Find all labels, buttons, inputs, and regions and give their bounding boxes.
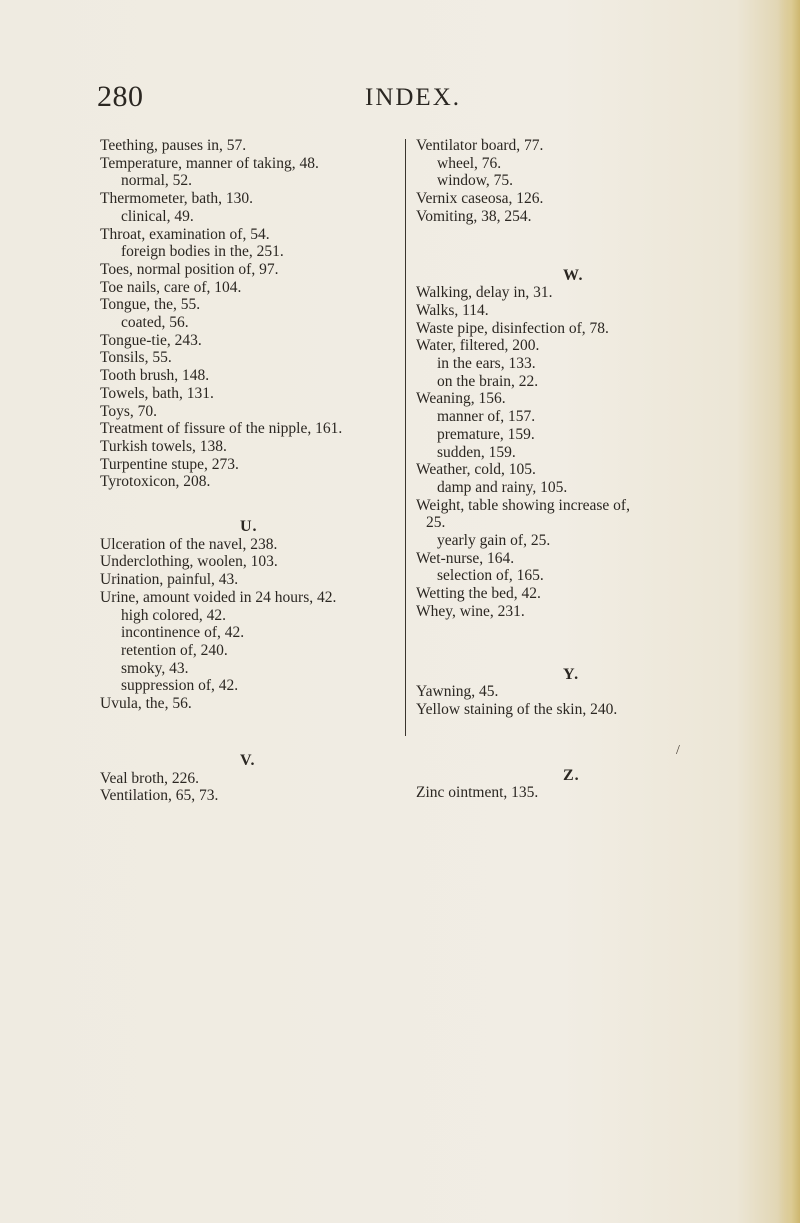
- index-entry: Weaning, 156.: [416, 390, 506, 408]
- index-subentry: 25.: [426, 514, 446, 532]
- index-subentry: wheel, 76.: [437, 154, 502, 172]
- index-entry: Towels, bath, 131.: [100, 384, 214, 402]
- index-entry: Toe nails, care of, 104.: [100, 278, 242, 296]
- index-entry: Teething, pauses in, 57.: [100, 137, 247, 154]
- index-entry: Yellow staining of the skin, 240.: [416, 700, 618, 718]
- index-entry: Walks, 114.: [416, 301, 489, 319]
- index-entry: Treatment of fissure of the nipple, 161.: [100, 420, 343, 438]
- index-section-v: [100, 770, 400, 805]
- index-entry: Tongue-tie, 243.: [100, 331, 202, 349]
- page-header: [0, 80, 800, 120]
- index-entry: Waste pipe, disinfection of, 78.: [416, 319, 609, 337]
- index-subentry: in the ears, 133.: [437, 355, 536, 373]
- index-subentry: yearly gain of, 25.: [437, 532, 551, 550]
- index-subentry: damp and rainy, 105.: [437, 478, 568, 496]
- index-subentry: high colored, 42.: [121, 606, 227, 624]
- running-head: INDEX.: [365, 84, 462, 111]
- index-subentry: clinical, 49.: [121, 207, 194, 225]
- index-subentry: smoky, 43.: [121, 659, 189, 677]
- index-subentry: window, 75.: [437, 172, 514, 190]
- index-subentry: manner of, 157.: [437, 408, 536, 426]
- index-entry: Temperature, manner of taking, 48.: [100, 154, 319, 172]
- column-divider: [405, 139, 406, 736]
- index-entry: Water, filtered, 200.: [416, 337, 540, 355]
- index-entry: Vernix caseosa, 126.: [416, 190, 544, 208]
- index-entry: Urination, painful, 43.: [100, 571, 239, 589]
- index-entry: Throat, examination of, 54.: [100, 225, 270, 243]
- index-entry: Underclothing, woolen, 103.: [100, 553, 278, 571]
- index-entry: Wet-nurse, 164.: [416, 549, 515, 567]
- page-number: 280: [97, 80, 144, 113]
- index-entry: Urine, amount voided in 24 hours, 42.: [100, 588, 337, 606]
- index-entry: Zinc ointment, 135.: [416, 784, 539, 802]
- index-entry: Wetting the bed, 42.: [416, 585, 541, 603]
- index-subentry: premature, 159.: [437, 425, 535, 443]
- index-subentry: incontinence of, 42.: [121, 624, 245, 642]
- index-entry: Tongue, the, 55.: [100, 296, 201, 314]
- index-subentry: foreign bodies in the, 251.: [121, 243, 284, 261]
- index-entry: Veal broth, 226.: [100, 769, 200, 787]
- index-subentry: sudden, 159.: [437, 443, 516, 461]
- letter-heading-u: U.: [240, 518, 258, 536]
- index-entry: Ventilator board, 77.: [416, 137, 544, 154]
- index-section-y: [416, 683, 786, 718]
- index-subentry: coated, 56.: [121, 314, 189, 332]
- index-entry: Whey, wine, 231.: [416, 602, 525, 620]
- index-entry: Ulceration of the navel, 238.: [100, 535, 278, 553]
- index-entry: Thermometer, bath, 130.: [100, 190, 254, 208]
- index-entry: Walking, delay in, 31.: [416, 284, 553, 302]
- index-section-v-continued: [416, 137, 786, 226]
- index-subentry: normal, 52.: [121, 172, 193, 190]
- index-section-w: [416, 284, 786, 620]
- index-section-u: [100, 536, 400, 713]
- index-entry: Toys, 70.: [100, 402, 158, 420]
- index-entry: Tonsils, 55.: [100, 349, 172, 367]
- index-entry: Turkish towels, 138.: [100, 437, 227, 455]
- index-entry: Vomiting, 38, 254.: [416, 207, 532, 225]
- index-entry: Yawning, 45.: [416, 683, 499, 701]
- index-entry: Toes, normal position of, 97.: [100, 260, 279, 278]
- index-entry: Tyrotoxicon, 208.: [100, 473, 211, 491]
- letter-heading-y: Y.: [563, 665, 580, 683]
- index-section-t: [100, 137, 400, 491]
- index-entry: Weather, cold, 105.: [416, 461, 536, 479]
- index-entry: Turpentine stupe, 273.: [100, 455, 239, 473]
- index-entry: Tooth brush, 148.: [100, 367, 210, 385]
- index-subentry: selection of, 165.: [437, 567, 544, 585]
- index-entry: Uvula, the, 56.: [100, 695, 192, 713]
- margin-mark: /: [676, 743, 680, 758]
- index-subentry: suppression of, 42.: [121, 677, 239, 695]
- index-subentry: retention of, 240.: [121, 641, 228, 659]
- letter-heading-z: Z.: [563, 766, 580, 784]
- letter-heading-w: W.: [563, 266, 584, 284]
- index-subentry: on the brain, 22.: [437, 372, 539, 390]
- right-column: [416, 137, 786, 802]
- index-entry: Weight, table showing increase of,: [416, 496, 630, 514]
- index-section-z: [416, 784, 786, 802]
- left-column: [100, 137, 400, 805]
- letter-heading-v: V.: [240, 751, 256, 769]
- index-entry: Ventilation, 65, 73.: [100, 787, 219, 805]
